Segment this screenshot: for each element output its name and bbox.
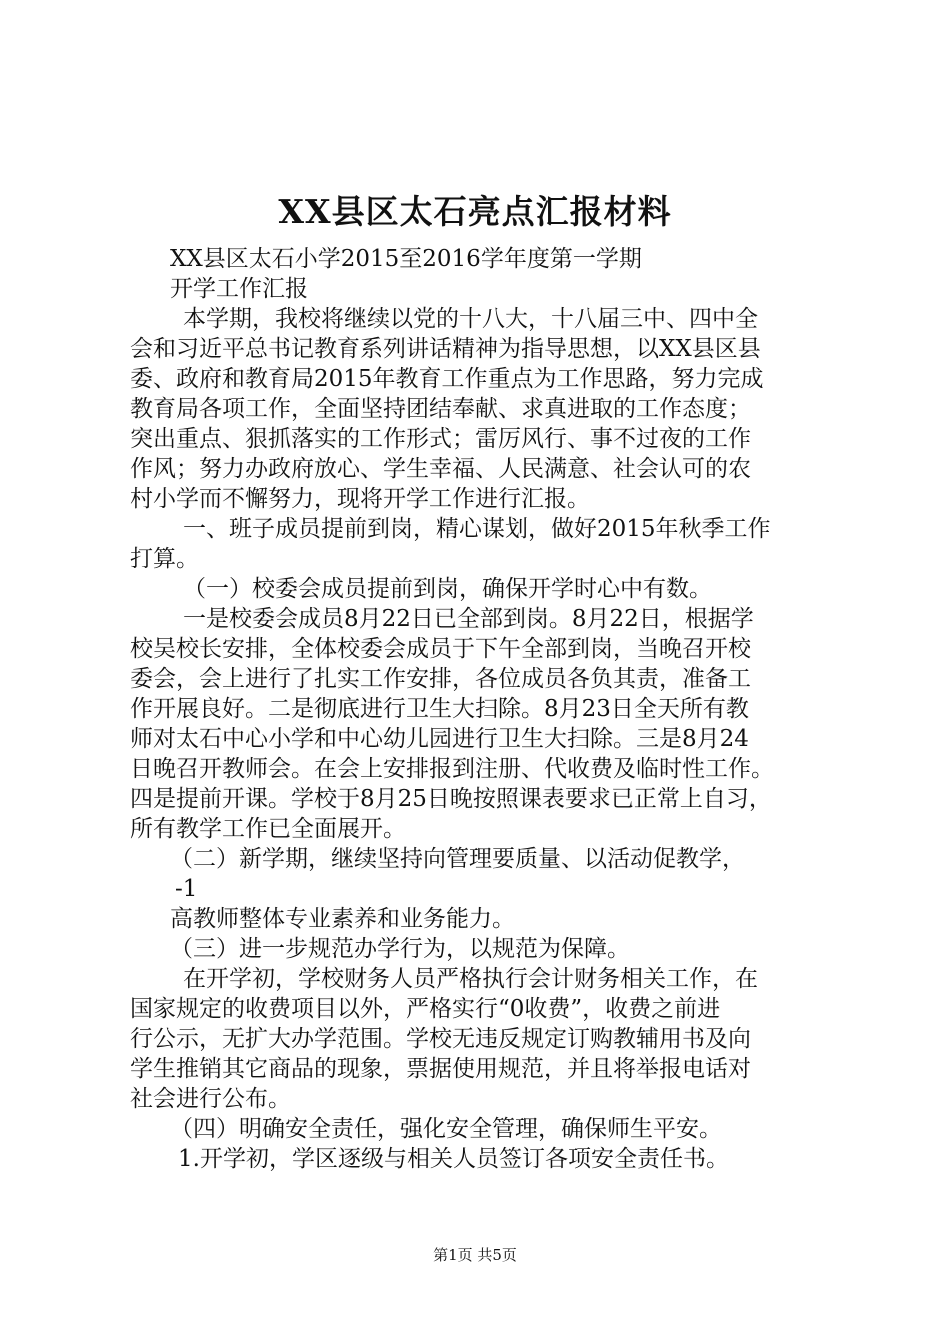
paragraph-line: 日晚召开教师会。在会上安排报到注册、代收费及临时性工作。	[130, 756, 774, 782]
subsection-heading: （四）明确安全责任，强化安全管理，确保师生平安。	[170, 1116, 722, 1142]
paragraph-line: 师对太石中心小学和中心幼儿园进行卫生大扫除。三是8月24	[130, 726, 749, 752]
inline-page-marker: -1	[175, 876, 198, 902]
paragraph-line: 在开学初，学校财务人员严格执行会计财务相关工作，在	[183, 966, 758, 992]
paragraph-line: 作风；努力办政府放心、学生幸福、人民满意、社会认可的农	[130, 456, 751, 482]
paragraph-line: 社会进行公布。	[130, 1086, 291, 1112]
paragraph-line: 四是提前开课。学校于8月25日晚按照课表要求已正常上自习，	[130, 786, 772, 812]
paragraph-line: 突出重点、狠抓落实的工作形式；雷厉风行、事不过夜的工作	[130, 426, 751, 452]
paragraph-line: 校吴校长安排，全体校委会成员于下午全部到岗，当晚召开校	[130, 636, 751, 662]
subtitle-line: XX县区太石小学2015至2016学年度第一学期	[170, 246, 642, 272]
section-heading: 打算。	[130, 546, 199, 572]
paragraph-line: 教育局各项工作，全面坚持团结奉献、求真进取的工作态度；	[130, 396, 751, 422]
section-heading: 一、班子成员提前到岗，精心谋划，做好2015年秋季工作	[183, 516, 771, 542]
subsection-heading: （一）校委会成员提前到岗，确保开学时心中有数。	[183, 576, 712, 602]
paragraph-line: 国家规定的收费项目以外，严格实行“0收费”，收费之前进	[130, 996, 721, 1022]
paragraph-line: 高教师整体专业素养和业务能力。	[170, 906, 515, 932]
document-title: XX县区太石亮点汇报材料	[278, 192, 672, 231]
paragraph-line: 委、政府和教育局2015年教育工作重点为工作思路，努力完成	[130, 366, 764, 392]
paragraph-line: 委会，会上进行了扎实工作安排，各位成员各负其责，准备工	[130, 666, 751, 692]
paragraph-line: 行公示，无扩大办学范围。学校无违反规定订购教辅用书及向	[130, 1026, 751, 1052]
page-footer: 第1页 共5页	[433, 1246, 517, 1264]
paragraph-line: 本学期，我校将继续以党的十八大，十八届三中、四中全	[183, 306, 758, 332]
paragraph-line: 一是校委会成员8月22日已全部到岗。8月22日，根据学	[183, 606, 754, 632]
paragraph-line: 所有教学工作已全面展开。	[130, 816, 406, 842]
subtitle-line: 开学工作汇报	[170, 276, 308, 302]
paragraph-line: 学生推销其它商品的现象，票据使用规范，并且将举报电话对	[130, 1056, 751, 1082]
paragraph-line: 作开展良好。二是彻底进行卫生大扫除。8月23日全天所有教	[130, 696, 749, 722]
subsection-heading: （三）进一步规范办学行为，以规范为保障。	[170, 936, 630, 962]
paragraph-line: 村小学而不懈努力，现将开学工作进行汇报。	[130, 486, 590, 512]
subsection-heading: （二）新学期，继续坚持向管理要质量、以活动促教学，	[170, 846, 745, 872]
paragraph-line: 会和习近平总书记教育系列讲话精神为指导思想，以XX县区县	[130, 336, 761, 362]
list-item: 1.开学初，学区逐级与相关人员签订各项安全责任书。	[178, 1146, 729, 1172]
